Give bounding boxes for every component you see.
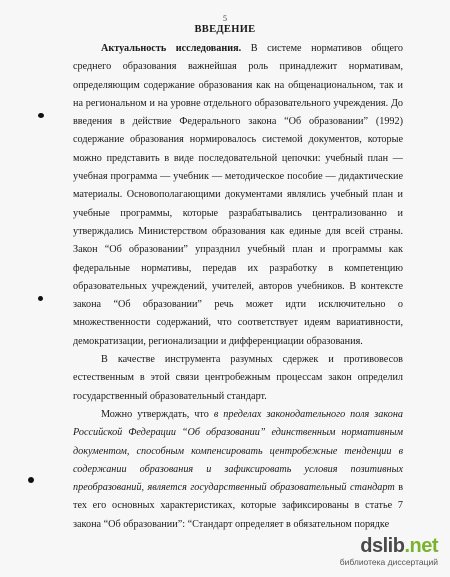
watermark (318, 535, 438, 569)
document-body (73, 40, 403, 534)
paragraph-text: В качестве инструмента разумных сдержек и противовесов естественным в этой связи центробежным процессам закон определил государственный образовательный стандарт. (73, 354, 403, 402)
paragraph-relevance (73, 40, 403, 351)
scan-mark (38, 296, 43, 301)
scan-mark (38, 113, 44, 118)
paragraph-claim (73, 406, 403, 534)
watermark-subtitle: библиотека диссертаций (339, 557, 438, 567)
scan-mark (28, 477, 34, 483)
paragraph-text: В системе нормативов общего среднего образования важнейшая роль принадлежит нормативам, определяющим содержание образования как на общенациональном, так и на региональном и на уровне отдельного образовательного учреждения. До введения в действие Федерального закона “Об образовании” (1992) содержание образования нормировалось системой документов, которые можно представить в виде последовательной цепочки: учебный план — учебная программа — учебник — методическое пособие — дидактические материалы. Основополагающими документами являлись учебный план и учебные программы, которые разрабатывались централизованно и утверждались Министерством образования как единые для всей страны. Закон “Об образовании” упразднил учебный план и программы как федеральные нормативы, передав их разработку в компетенцию образовательных учреждений, учителей, авторов учебников. В контексте закона “Об образовании” речь может идти исключительно о множественности содержаний, что соответствует идеям вариативности, демократизации, регионализации и дифференциации образования. (73, 43, 403, 347)
paragraph-text-italic: в пределах законодательного поля закона Российской Федерации “Об образовании” единственным нормативным документом, способным компенсировать центробежные тенденции в содержании образования и зафиксировать условия позитивных преобразований, является государственный образовательный стандарт (73, 408, 403, 494)
watermark-logo: dslib.net (360, 535, 438, 557)
page-title: ВВЕДЕНИЕ (194, 24, 256, 35)
paragraph-standard (73, 351, 403, 406)
page-number: 5 (223, 14, 227, 23)
paragraph-text-start: Можно утверждать, что (101, 408, 214, 420)
paragraph-text-end: в тех его основных характеристиках, которые зафиксированы в статье 7 закона “Об образовании”: “Стандарт определяет в обязательном порядке (73, 482, 404, 530)
paragraph-lead: Актуальность исследования. (101, 43, 242, 54)
